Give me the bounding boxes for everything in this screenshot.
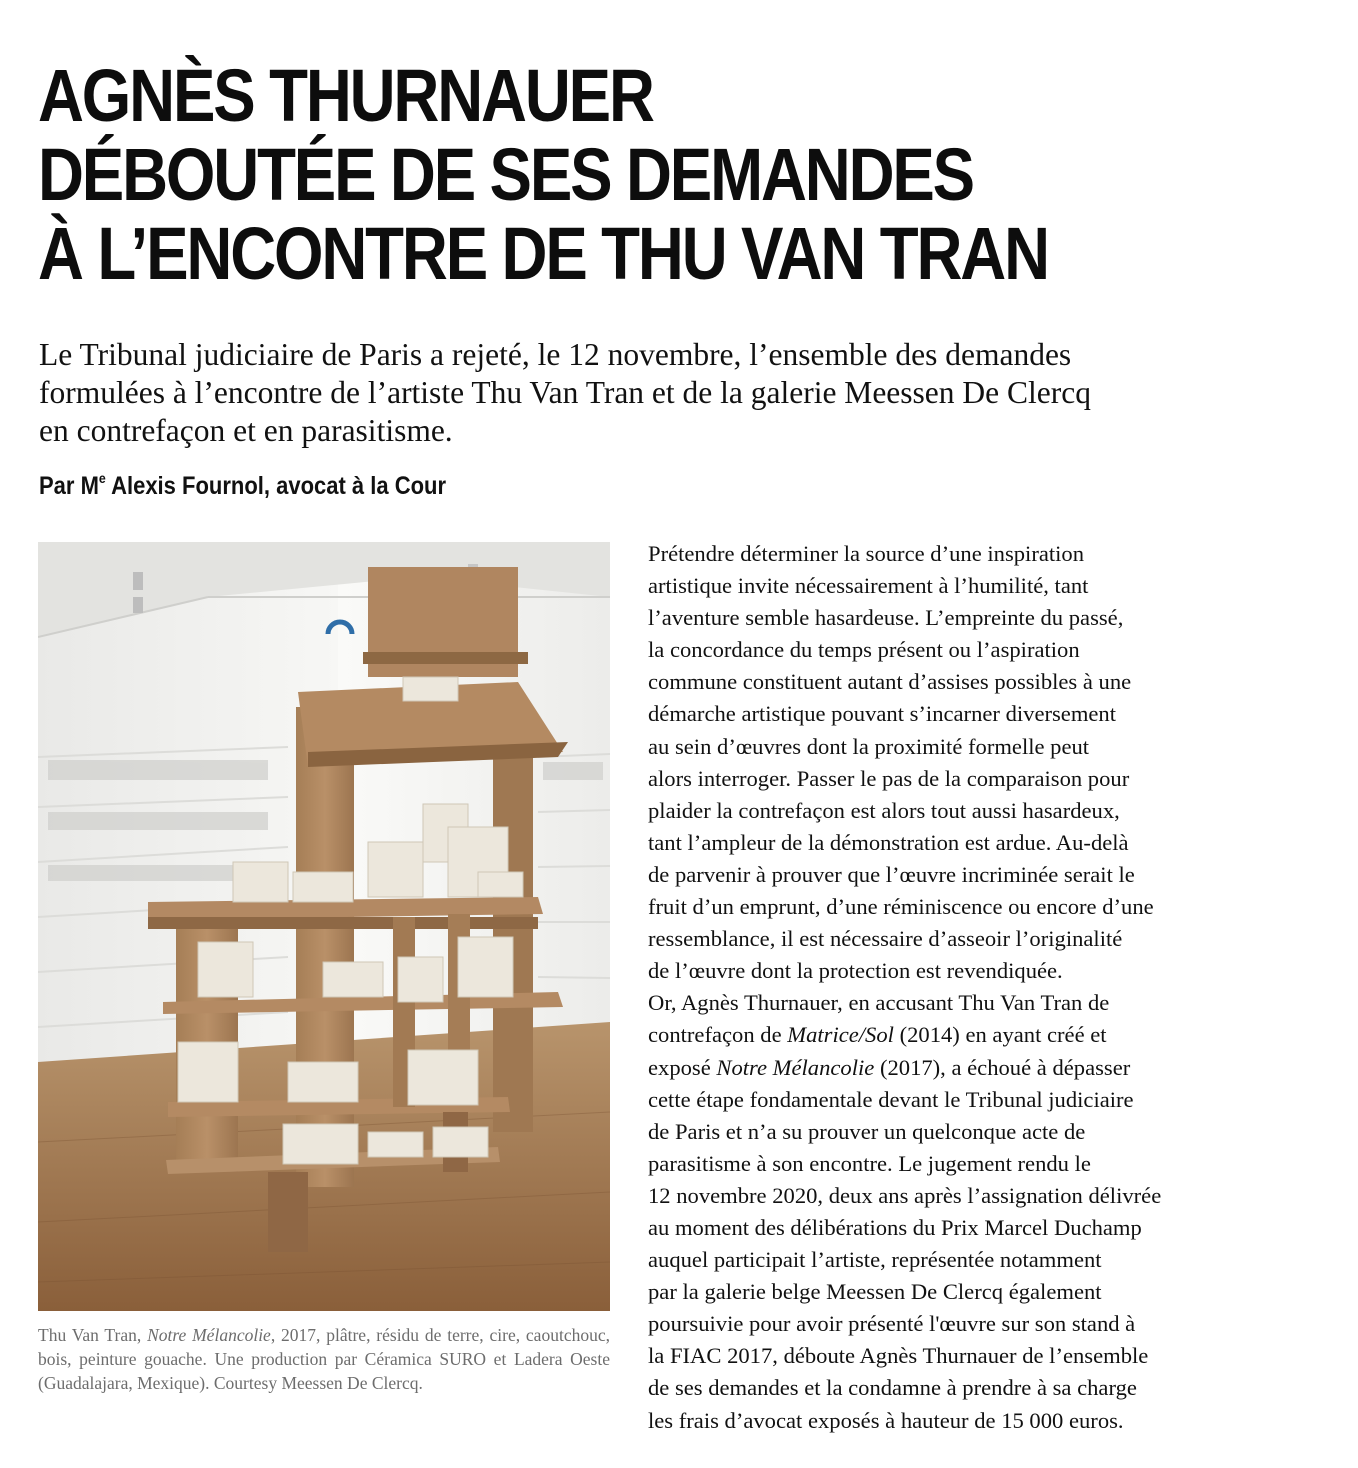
byline-superscript: e	[98, 470, 106, 486]
byline-author: Alexis Fournol, avocat à la Cour	[105, 472, 447, 500]
body-line: de l’œuvre dont la protection est revendiquée.	[648, 958, 1063, 984]
body-line: 12 novembre 2020, deux ans après l’assignation délivrée	[648, 1182, 1162, 1208]
body-line: parasitisme à son encontre. Le jugement rendu le	[648, 1150, 1091, 1176]
photo-caption	[38, 1323, 610, 1395]
body-text-run: (2017), a échoué à dépasser	[874, 1054, 1131, 1080]
body-line: cette étape fondamentale devant le Tribunal judiciaire	[648, 1086, 1134, 1112]
body-line: par la galerie belge Meessen De Clercq également	[648, 1279, 1102, 1305]
body-line	[648, 1019, 1328, 1051]
body-line: la concordance du temps présent ou l’aspiration	[648, 637, 1080, 663]
headline	[38, 56, 1156, 293]
body-line: la FIAC 2017, déboute Agnès Thurnauer de l’ensemble	[648, 1343, 1149, 1369]
body-line: commune constituent autant d’assises possibles à une	[648, 669, 1132, 695]
body-line: démarche artistique pouvant s’incarner diversement	[648, 701, 1117, 727]
body-text-run: (2014) en ayant créé et	[893, 1022, 1107, 1048]
caption-artist: Thu Van Tran,	[38, 1325, 148, 1345]
body-line: de ses demandes et la condamne à prendre à sa charge	[648, 1375, 1137, 1401]
body-line: au sein d’œuvres dont la proximité formelle peut	[648, 733, 1090, 759]
artwork-photo	[38, 542, 610, 1311]
body-line: ressemblance, il est nécessaire d’asseoir l’originalité	[648, 926, 1123, 952]
body-line: au moment des délibérations du Prix Marcel Duchamp	[648, 1214, 1142, 1240]
caption-details: , 2017, plâtre, résidu de terre, cire, caoutchouc, bois, peinture gouache. Une production par Céramica SURO et Ladera Oeste (Guadalajara, Mexique). Courtesy Meessen De Clercq.	[38, 1325, 610, 1393]
body-line	[648, 1052, 1328, 1084]
lede	[39, 336, 1339, 450]
body-line: plaider la contrefaçon est alors tout aussi hasardeux,	[648, 797, 1120, 823]
lede-line-1: Le Tribunal judiciaire de Paris a rejeté, le 12 novembre, l’ensemble des demandes	[39, 337, 1072, 372]
body-text-run: contrefaçon de	[648, 1022, 788, 1048]
body-text-run: exposé	[648, 1054, 717, 1080]
body-line: fruit d’un emprunt, d’une réminiscence ou encore d’une	[648, 894, 1154, 920]
body-line: tant l’ampleur de la démonstration est ardue. Au-delà	[648, 829, 1129, 855]
body-line: Prétendre déterminer la source d’une inspiration	[648, 541, 1085, 566]
artwork-title-matrice-sol: Matrice/Sol	[787, 1022, 894, 1048]
body-line: artistique invite nécessairement à l’humilité, tant	[648, 573, 1089, 599]
lede-line-3: en contrefaçon et en parasitisme.	[39, 413, 453, 448]
caption-title: Notre Mélancolie	[147, 1325, 271, 1345]
body-line: poursuivie pour avoir présenté l'œuvre sur son stand à	[648, 1311, 1136, 1337]
body-line: de Paris et n’a su prouver un quelconque acte de	[648, 1118, 1086, 1144]
article-body	[648, 538, 1328, 1437]
body-line: auquel participait l’artiste, représentée notamment	[648, 1247, 1102, 1273]
artwork-title-notre-melancolie: Notre Mélancolie	[716, 1054, 875, 1080]
lede-line-2: formulées à l’encontre de l’artiste Thu Van Tran et de la galerie Meessen De Clercq	[39, 375, 1091, 410]
byline	[39, 462, 446, 502]
body-line: Or, Agnès Thurnauer, en accusant Thu Van Tran de	[648, 990, 1110, 1016]
body-line: de parvenir à prouver que l’œuvre incriminée serait le	[648, 861, 1135, 887]
byline-prefix: Par M	[39, 472, 99, 500]
body-line: l’aventure semble hasardeuse. L’empreinte du passé,	[648, 605, 1124, 631]
body-line: les frais d’avocat exposés à hauteur de 15 000 euros.	[648, 1407, 1124, 1433]
headline-line-3: À L’ENCONTRE DE THU VAN TRAN	[38, 212, 1048, 295]
headline-line-2: DÉBOUTÉE DE SES DEMANDES	[38, 133, 973, 216]
body-line: alors interroger. Passer le pas de la comparaison pour	[648, 765, 1130, 791]
headline-line-1: AGNÈS THURNAUER	[38, 54, 653, 137]
